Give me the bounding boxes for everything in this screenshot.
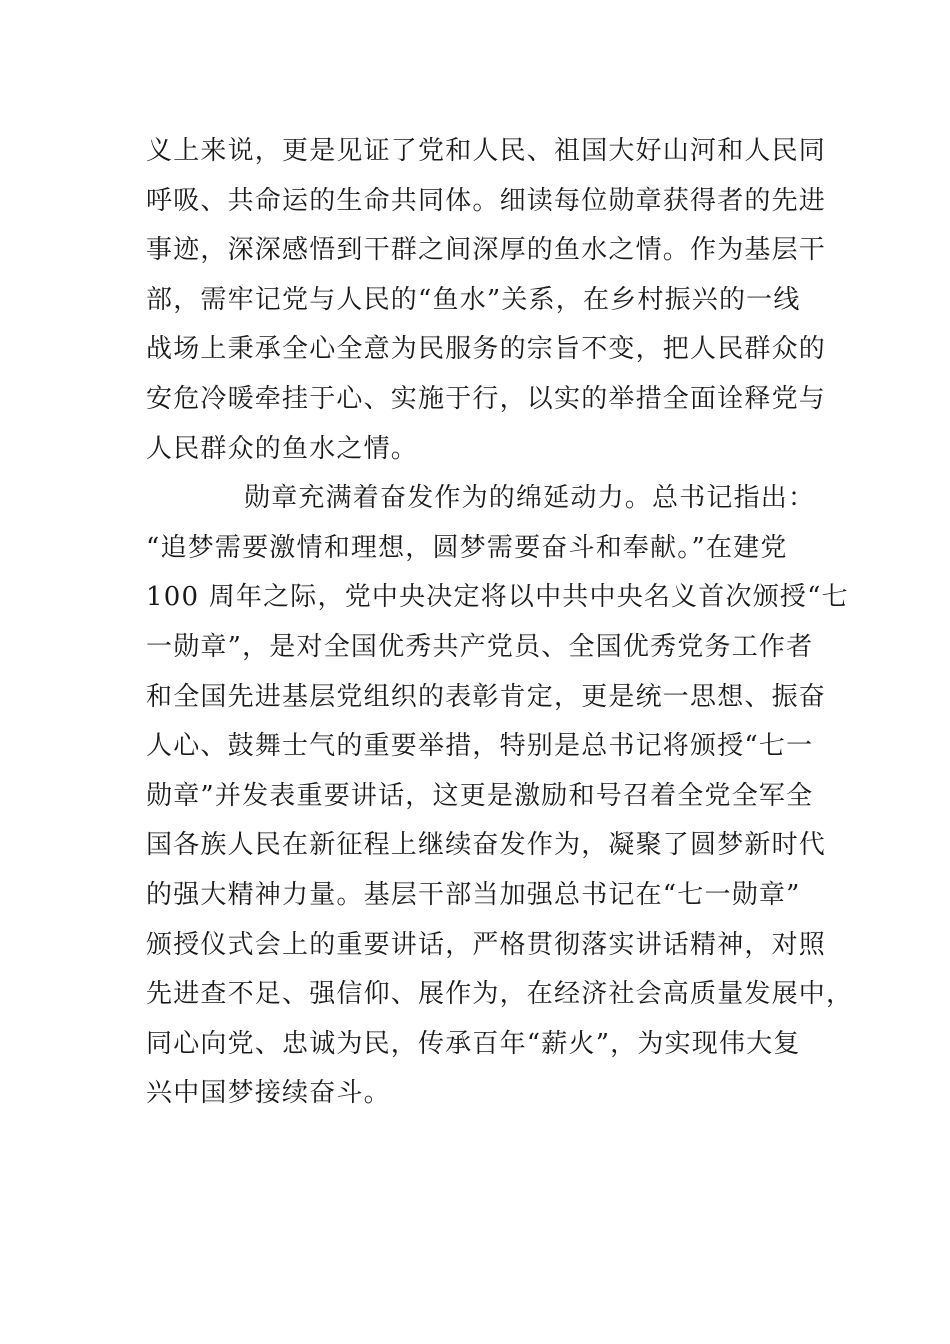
text-line: 和全国先进基层党组织的表彰肯定，更是统一思想、振奋 [146, 681, 827, 712]
text-line: 安危冷暖牵挂于心、实施于行，以实的举措全面诠释党与 [146, 383, 827, 414]
text-line: 100 周年之际，党中央决定将以中共中央名义首次颁授“七 [146, 582, 849, 613]
text-line: 义上来说，更是见证了党和人民、祖国大好山河和人民同 [146, 136, 827, 166]
text-line-indented: 勋章充满着奋发作为的绵延动力。总书记指出： [244, 483, 816, 514]
text-line: 的强大精神力量。基层干部当加强总书记在“七一勋章” [146, 879, 801, 910]
text-line: 战场上秉承全心全意为民服务的宗旨不变，把人民群众的 [146, 334, 827, 365]
text-line: 人民群众的鱼水之情。 [146, 433, 419, 464]
text-line: 一勋章”，是对全国优秀共产党员、全国优秀党务工作者 [146, 631, 814, 662]
text-line: 同心向党、忠诚为民，传承百年“薪火”，为实现伟大复 [146, 1028, 801, 1059]
paragraph-main [146, 474, 854, 1119]
text-line: 部，需牢记党与人民的“鱼水”关系，在乡村振兴的一线 [146, 284, 801, 315]
text-line: 国各族人民在新征程上继续奋发作为，凝聚了圆梦新时代 [146, 830, 827, 861]
paragraph-continued [146, 127, 826, 474]
document-body [146, 127, 854, 1119]
text-line: 事迹，深深感悟到干群之间深厚的鱼水之情。作为基层干 [146, 235, 827, 266]
text-line: “追梦需要激情和理想，圆梦需要奋斗和奉献。”在建党 [146, 532, 788, 563]
text-line: 颁授仪式会上的重要讲话，严格贯彻落实讲话精神，对照 [146, 929, 827, 960]
text-line: 先进查不足、强信仰、展作为，在经济社会高质量发展中， [146, 979, 854, 1010]
text-line: 勋章”并发表重要讲话，这更是激励和号召着全党全军全 [146, 780, 814, 811]
text-line: 兴中国梦接续奋斗。 [146, 1078, 391, 1109]
text-line: 呼吸、共命运的生命共同体。细读每位勋章获得者的先进 [146, 185, 827, 216]
text-line: 人心、鼓舞士气的重要举措，特别是总书记将颁授“七一 [146, 731, 814, 762]
